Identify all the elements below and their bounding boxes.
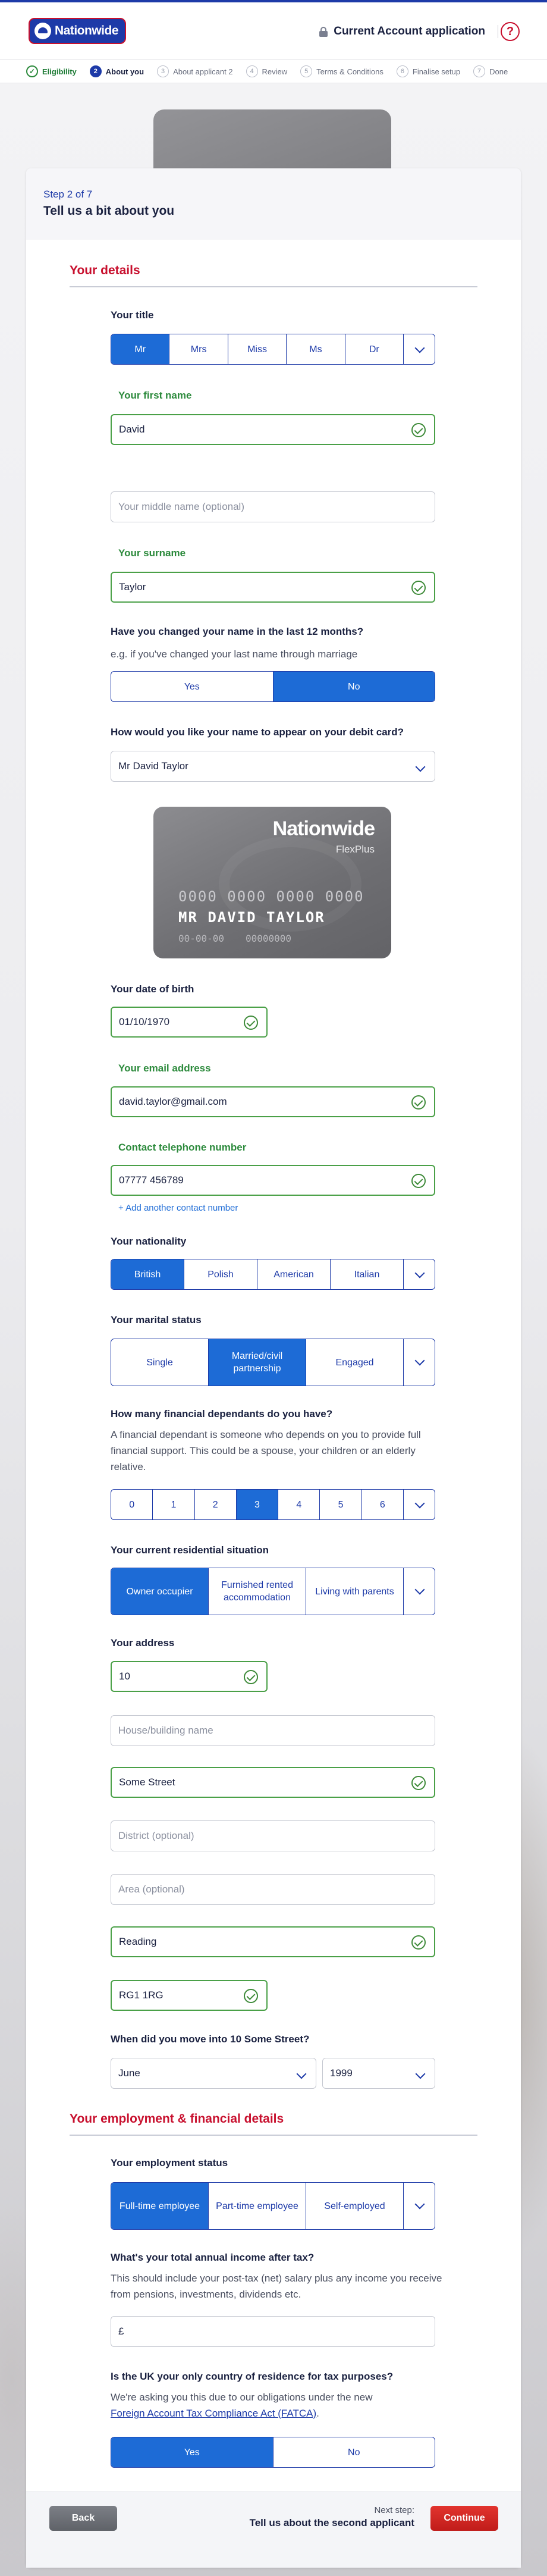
card-product: FlexPlus bbox=[335, 844, 375, 855]
card-name-select[interactable] bbox=[111, 751, 435, 782]
section-divider bbox=[70, 286, 477, 287]
section-title-your-details: Your details bbox=[70, 264, 140, 277]
step-number: 4 bbox=[246, 65, 258, 77]
moved-month-value: June bbox=[118, 2067, 140, 2079]
chevron-down-icon bbox=[415, 343, 425, 353]
step-label: Eligibility bbox=[42, 67, 77, 76]
tax-residence-selector bbox=[111, 2437, 435, 2468]
title-option-mr[interactable]: Mr bbox=[111, 334, 169, 364]
residential-label: Your current residential situation bbox=[111, 1544, 269, 1556]
tax-residence-hint bbox=[111, 2389, 444, 2421]
tax-hint-text: We're asking you this due to our obligations under the new bbox=[111, 2392, 373, 2403]
area-placeholder: Area (optional) bbox=[118, 1884, 185, 1895]
moved-month-select[interactable] bbox=[111, 2058, 316, 2089]
step-number: 5 bbox=[300, 65, 312, 77]
step-about-applicant-2 bbox=[157, 65, 232, 77]
moved-year-value: 1999 bbox=[330, 2067, 353, 2079]
check-circle-icon bbox=[411, 423, 426, 437]
tax-hint-end: . bbox=[316, 2408, 319, 2419]
name-change-yes[interactable]: Yes bbox=[111, 672, 274, 701]
card-name-label: How would you like your name to appear on your debit card? bbox=[111, 726, 404, 738]
middle-name-input[interactable] bbox=[111, 491, 435, 522]
marital-more-options[interactable] bbox=[404, 1339, 435, 1386]
dependants-option-4[interactable]: 4 bbox=[278, 1490, 320, 1519]
title-option-miss[interactable]: Miss bbox=[228, 334, 287, 364]
step-number: 7 bbox=[473, 65, 485, 77]
tax-residence-yes[interactable]: Yes bbox=[111, 2437, 274, 2467]
card-brand: Nationwide bbox=[272, 817, 375, 840]
step-label: Done bbox=[489, 67, 508, 76]
dependants-label: How many financial dependants do you have? bbox=[111, 1408, 333, 1419]
application-title-text: Current Account application bbox=[334, 25, 485, 37]
step-about-you bbox=[90, 65, 144, 77]
house-number-input[interactable] bbox=[111, 1661, 268, 1692]
house-name-input[interactable] bbox=[111, 1715, 435, 1746]
chevron-down-icon bbox=[415, 2199, 425, 2210]
name-change-hint: e.g. if you've changed your last name through marriage bbox=[111, 648, 358, 660]
check-circle-icon bbox=[411, 581, 426, 595]
nationality-selector bbox=[111, 1259, 435, 1290]
check-circle-icon bbox=[411, 1174, 426, 1188]
nationality-option-american[interactable]: American bbox=[257, 1259, 331, 1289]
page-title: Tell us a bit about you bbox=[43, 204, 175, 218]
chevron-down-icon bbox=[415, 1356, 425, 1366]
phone-value: 07777 456789 bbox=[119, 1174, 184, 1186]
dependants-hint: A financial dependant is someone who depends on you to provide full financial support. This could be a spouse, your children or an elderly relative. bbox=[111, 1429, 421, 1472]
first-name-value: David bbox=[119, 424, 145, 435]
income-label: What's your total annual income after tax? bbox=[111, 2252, 315, 2263]
moved-in-label: When did you move into 10 Some Street? bbox=[111, 2033, 310, 2045]
email-value: david.taylor@gmail.com bbox=[119, 1096, 227, 1107]
marital-option-married[interactable]: Married/civil partnership bbox=[209, 1339, 306, 1386]
nationwide-logo-icon bbox=[34, 23, 51, 39]
card-account: 00000000 bbox=[246, 933, 292, 944]
help-icon[interactable]: ? bbox=[501, 22, 520, 41]
title-label: Your title bbox=[111, 309, 154, 321]
card-name-value: Mr David Taylor bbox=[118, 760, 188, 772]
income-value: £ bbox=[118, 2326, 124, 2337]
employment-status-label: Your employment status bbox=[111, 2157, 228, 2168]
step-number: 6 bbox=[397, 65, 408, 77]
step-label: Terms & Conditions bbox=[316, 67, 383, 76]
house-name-placeholder: House/building name bbox=[118, 1725, 213, 1736]
step-label: Finalise setup bbox=[412, 67, 461, 76]
lock-icon bbox=[319, 27, 328, 36]
step-finalise bbox=[397, 65, 460, 77]
title-more-options[interactable] bbox=[404, 334, 435, 364]
step-number: 2 bbox=[90, 65, 102, 77]
tax-residence-label: Is the UK your only country of residence for tax purposes? bbox=[111, 2371, 394, 2382]
address-label: Your address bbox=[111, 1637, 175, 1649]
residential-option-rented[interactable]: Furnished rented accommodation bbox=[209, 1568, 306, 1615]
postcode-input[interactable] bbox=[111, 1980, 268, 2011]
nationality-option-polish[interactable]: Polish bbox=[184, 1259, 257, 1289]
application-title bbox=[319, 25, 485, 38]
town-value: Reading bbox=[119, 1936, 157, 1947]
next-step-label: Next step: bbox=[374, 2505, 414, 2515]
step-terms bbox=[300, 65, 383, 77]
check-circle-icon bbox=[244, 1016, 258, 1030]
debit-card-preview bbox=[153, 807, 391, 958]
check-circle-icon bbox=[244, 1989, 258, 2003]
card-number: 0000 0000 0000 0000 bbox=[178, 888, 364, 905]
add-contact-link[interactable]: + Add another contact number bbox=[118, 1203, 238, 1213]
card-expiry: 00-00-00 bbox=[178, 933, 225, 944]
dependants-selector bbox=[111, 1489, 435, 1520]
title-option-ms[interactable]: Ms bbox=[287, 334, 345, 364]
postcode-value: RG1 1RG bbox=[119, 1989, 164, 2001]
nationality-more-options[interactable] bbox=[404, 1259, 435, 1289]
surname-value: Taylor bbox=[119, 581, 146, 593]
check-circle-icon bbox=[411, 1935, 426, 1950]
marital-option-engaged[interactable]: Engaged bbox=[306, 1339, 404, 1386]
dependants-option-2[interactable]: 2 bbox=[195, 1490, 237, 1519]
area-input[interactable] bbox=[111, 1874, 435, 1905]
name-change-no[interactable]: No bbox=[274, 672, 435, 701]
surname-input[interactable] bbox=[111, 572, 435, 603]
continue-button[interactable]: Continue bbox=[430, 2506, 498, 2531]
nationwide-logo[interactable] bbox=[29, 18, 126, 44]
house-number-value: 10 bbox=[119, 1671, 130, 1682]
marital-label: Your marital status bbox=[111, 1314, 202, 1325]
dependants-option-6[interactable]: 6 bbox=[362, 1490, 404, 1519]
chevron-down-icon bbox=[415, 1585, 425, 1595]
dob-input[interactable] bbox=[111, 1007, 268, 1038]
check-circle-icon bbox=[244, 1670, 258, 1684]
email-label: Your email address bbox=[118, 1063, 211, 1074]
residential-option-owner[interactable]: Owner occupier bbox=[111, 1568, 209, 1615]
first-name-input[interactable] bbox=[111, 414, 435, 445]
progress-stepper bbox=[0, 59, 547, 83]
step-done bbox=[473, 65, 508, 77]
phone-label: Contact telephone number bbox=[118, 1142, 247, 1153]
dependants-option-3[interactable]: 3 bbox=[237, 1490, 278, 1519]
logo-text: Nationwide bbox=[55, 24, 119, 37]
income-hint: This should include your post-tax (net) salary plus any income you receive from pensions, investments, dividends etc. bbox=[111, 2273, 442, 2300]
next-step-title: Tell us about the second applicant bbox=[249, 2517, 414, 2528]
chevron-down-icon bbox=[416, 2069, 426, 2079]
top-header bbox=[0, 0, 547, 59]
section-title-employment: Your employment & financial details bbox=[70, 2112, 284, 2126]
district-input[interactable] bbox=[111, 1820, 435, 1851]
street-input[interactable] bbox=[111, 1767, 435, 1798]
dependants-option-1[interactable]: 1 bbox=[153, 1490, 194, 1519]
marital-option-single[interactable]: Single bbox=[111, 1339, 209, 1386]
employment-option-self-employed[interactable]: Self-employed bbox=[306, 2183, 404, 2229]
chevron-down-icon bbox=[414, 1499, 425, 1509]
employment-status-selector bbox=[111, 2182, 435, 2230]
employment-option-part-time[interactable]: Part-time employee bbox=[209, 2183, 306, 2229]
step-check-icon: ✓ bbox=[26, 65, 38, 77]
residential-option-parents[interactable]: Living with parents bbox=[306, 1568, 404, 1615]
income-input[interactable] bbox=[111, 2316, 435, 2347]
name-change-label: Have you changed your name in the last 12 months? bbox=[111, 626, 364, 637]
dependants-more-options[interactable] bbox=[404, 1490, 435, 1519]
step-eligibility[interactable] bbox=[26, 65, 77, 77]
email-input[interactable] bbox=[111, 1086, 435, 1117]
step-label: About applicant 2 bbox=[173, 67, 233, 76]
moved-year-select[interactable] bbox=[322, 2058, 435, 2089]
dob-label: Your date of birth bbox=[111, 983, 194, 995]
marital-selector bbox=[111, 1339, 435, 1386]
nationality-option-italian[interactable]: Italian bbox=[331, 1259, 404, 1289]
check-circle-icon bbox=[411, 1095, 426, 1110]
chevron-down-icon bbox=[415, 1268, 425, 1278]
employment-option-full-time[interactable]: Full-time employee bbox=[111, 2183, 209, 2229]
step-review bbox=[246, 65, 288, 77]
employment-more-options[interactable] bbox=[404, 2183, 435, 2229]
nationality-option-british[interactable]: British bbox=[111, 1259, 184, 1289]
nationality-label: Your nationality bbox=[111, 1236, 187, 1247]
section-divider bbox=[70, 2135, 477, 2136]
name-change-selector bbox=[111, 671, 435, 702]
phone-input[interactable] bbox=[111, 1165, 435, 1196]
step-number: 3 bbox=[157, 65, 169, 77]
chevron-down-icon bbox=[297, 2069, 307, 2079]
dob-value: 01/10/1970 bbox=[119, 1016, 170, 1027]
middle-name-placeholder: Your middle name (optional) bbox=[118, 501, 244, 512]
residential-selector bbox=[111, 1568, 435, 1615]
street-value: Some Street bbox=[119, 1776, 175, 1788]
dependants-option-5[interactable]: 5 bbox=[320, 1490, 361, 1519]
dependants-option-0[interactable]: 0 bbox=[111, 1490, 153, 1519]
town-input[interactable] bbox=[111, 1926, 435, 1957]
tax-residence-no[interactable]: No bbox=[348, 2447, 360, 2458]
fatca-link[interactable]: Foreign Account Tax Compliance Act (FATCA) bbox=[111, 2408, 317, 2419]
title-option-mrs[interactable]: Mrs bbox=[169, 334, 228, 364]
title-selector bbox=[111, 334, 435, 365]
surname-label: Your surname bbox=[118, 547, 186, 559]
district-placeholder: District (optional) bbox=[118, 1830, 194, 1841]
chevron-down-icon bbox=[416, 762, 426, 772]
check-circle-icon bbox=[411, 1776, 426, 1790]
step-label: Review bbox=[262, 67, 288, 76]
card-holder-name: MR DAVID TAYLOR bbox=[178, 909, 325, 926]
step-label: About you bbox=[105, 67, 144, 76]
first-name-label: Your first name bbox=[118, 390, 192, 401]
title-option-dr[interactable]: Dr bbox=[345, 334, 404, 364]
back-button[interactable]: Back bbox=[49, 2506, 117, 2531]
residential-more-options[interactable] bbox=[404, 1568, 435, 1615]
step-count: Step 2 of 7 bbox=[43, 189, 93, 200]
